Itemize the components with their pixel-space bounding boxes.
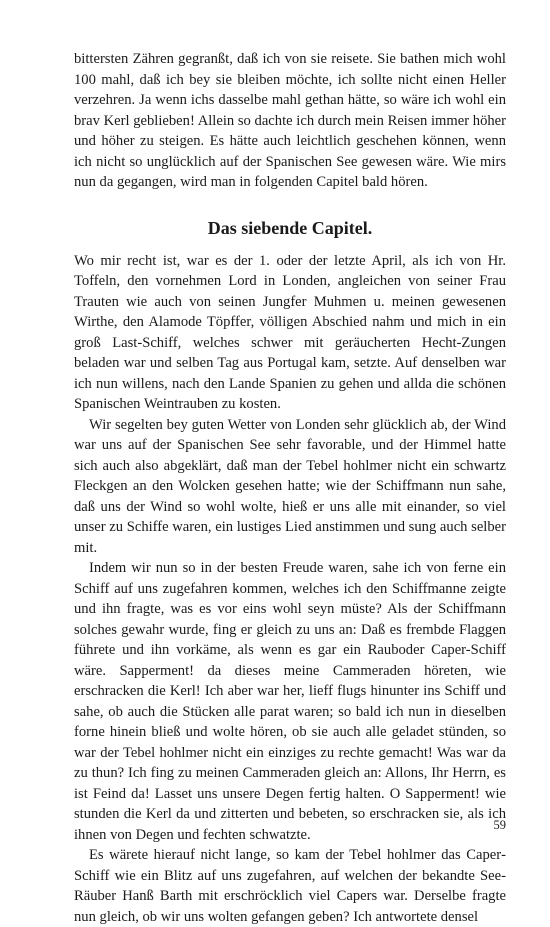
chapter-paragraph-1: Wo mir recht ist, war es der 1. oder der letzte April, als ich von Hr. Toffeln, den vornehmen Lord in Londen, angleichen von seiner Frau Trauten wie auch von seinen Jungfer Muhmen u. meinen gewesenen Wirthe, den Alamode Töpffer, völligen Abschied nahm und mich in ein groß Last-Schiff, welches schwer mit geräucherten Hecht-Zungen beladen war und selben Tag aus Portugal kam, setzte. Auf denselben war ich nun willens, nach den Lande Spanien zu gehen und allda die schönen Spanischen Weintrauben zu kosten.: [74, 252, 506, 412]
page-number: 59: [493, 818, 506, 832]
chapter-title: Das siebende Capitel.: [207, 217, 373, 238]
chapter-paragraph-2: Wir segelten bey guten Wetter von Londen sehr glücklich ab, der Wind war uns auf der Spanischen See sehr favorable, und der Himmel hatte sich auch also abgeklärt, daß man der Tebel hohlmer nicht ein schwartz Fleckgen an den Wolcken gesehen hatte; wie der Schiffmann nun sahe, daß uns der Wind so wohl wolte, hieß er uns alle mit einander, so viel unser zu Schiffe waren, ein lustiges Lied anstimmen und sung auch selber mit.: [74, 416, 506, 556]
chapter-paragraph-3: Indem wir nun so in der besten Freude waren, sahe ich von ferne ein Schiff auf uns zugefahren kommen, welches ich den Schiffmanne zeigte und ihn fragte, was es vor eins wohl seyn müste? Als der Schiffmann solches gewahr wurde, fing er gleich zu uns an: Daß es frembde Flaggen führete und ihn vorkäme, als wenn es gar ein Rauboder Caper-Schiff wäre. Sapperment! da dieses meine Cammeraden höreten, wie erschracken die Kerl! Ich aber war her, lieff flugs hinunter ins Schiff und sahe, ob auch die Stücken alle parat waren; so bald ich nun in dieselben forne hinein bließ und wolte hören, ob sie auch alle geladet stünden, so war der Tebel hohlmer nicht ein einziges zu rechte gemacht! Was war da zu thun? Ich fing zu meinen Cammeraden gleich an: Allons, Ihr Herrn, es ist Feind da! Lasset uns unsere Degen fertig halten. O Sapperment! wie stunden die Kerl da und zitterten und bebeten, so erschracken sie, als ich ihnen von Degen und fechten schwatzte.: [74, 560, 506, 843]
chapter-paragraph-4: Es wärete hierauf nicht lange, so kam der Tebel hohlmer das CaperSchiff wie ein Blitz auf uns zugefahren, auf welchen der bekandte SeeRäuber Hanß Barth mit erschröcklich viel Capers war. Derselbe fragte nun gleich, ob wir uns wolten gefangen geben? Ich antwortete densel: [74, 847, 506, 925]
book-page: [74, 49, 506, 927]
opening-paragraph: bittersten Zähren gegranßt, daß ich von sie reisete. Sie bathen mich wohl 100 mahl, daß ich bey sie bleiben möchte, ich sollte nicht einen Heller verzehren. Ja wenn ichs dasselbe mahl gethan hätte, so wäre ich wohl ein brav Kerl geblieben! Allein so dachte ich durch mein Reisen immer höher und höher zu steigen. Es hätte auch leichtlich geschehen können, wenn ich nicht so unglücklich auf der Spanischen See gewesen wäre. Wie mirs nun da gegangen, wird man in folgenden Capitel bald hören.: [74, 51, 506, 190]
